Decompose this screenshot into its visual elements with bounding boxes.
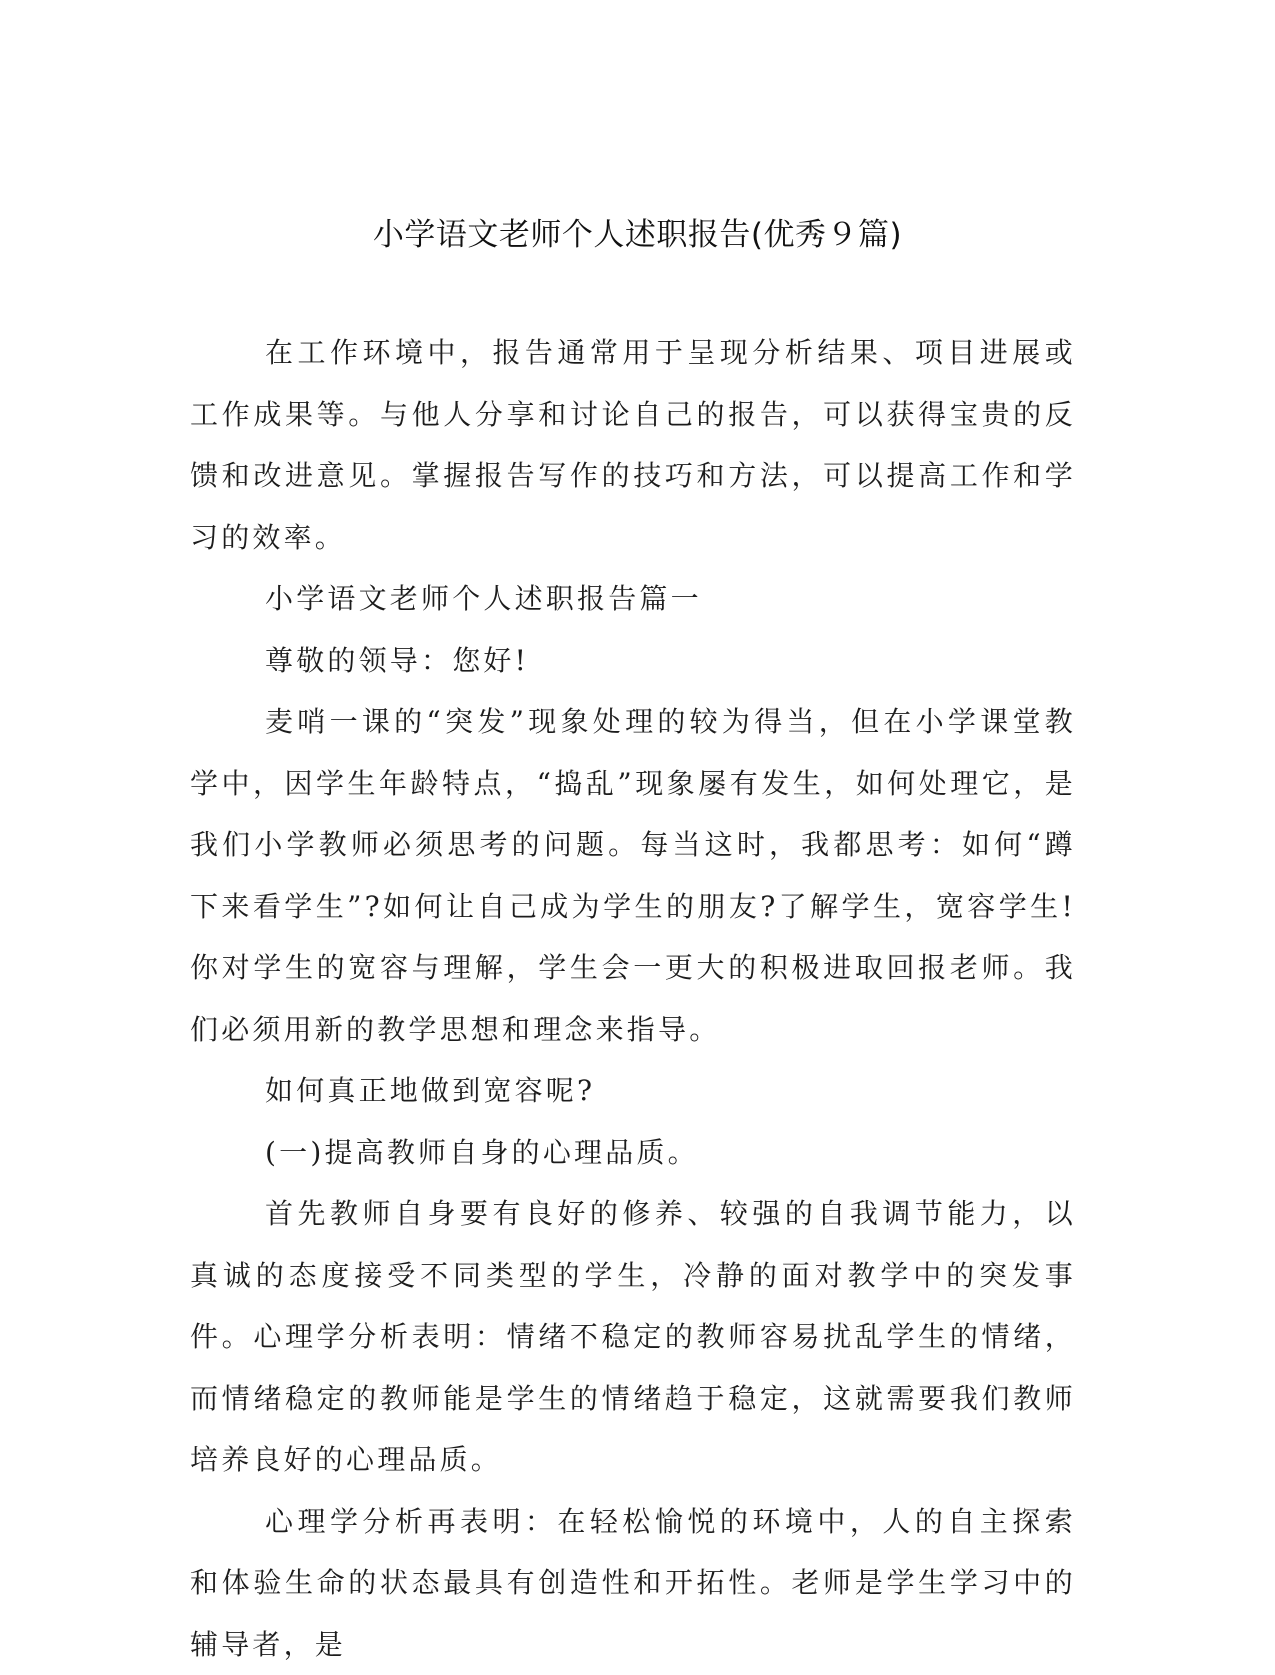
document-title: 小学语文老师个人述职报告(优秀９篇) <box>0 213 1275 257</box>
question-line: 如何真正地做到宽容呢? <box>190 1060 1076 1122</box>
subheading: (一)提高教师自身的心理品质。 <box>190 1122 1076 1184</box>
salutation: 尊敬的领导：您好! <box>190 630 1076 692</box>
intro-paragraph: 在工作环境中，报告通常用于呈现分析结果、项目进展或工作成果等。与他人分享和讨论自己的报告，可以获得宝贵的反馈和改进意见。掌握报告写作的技巧和方法，可以提高工作和学习的效率。 <box>190 322 1076 568</box>
body-paragraph: 心理学分析再表明：在轻松愉悦的环境中，人的自主探索和体验生命的状态最具有创造性和开拓性。老师是学生学习中的辅导者，是 <box>190 1491 1076 1675</box>
body-paragraph: 首先教师自身要有良好的修养、较强的自我调节能力，以真诚的态度接受不同类型的学生，冷静的面对教学中的突发事件。心理学分析表明：情绪不稳定的教师容易扰乱学生的情绪，而情绪稳定的教师能是学生的情绪趋于稳定，这就需要我们教师培养良好的心理品质。 <box>190 1183 1076 1491</box>
section-heading: 小学语文老师个人述职报告篇一 <box>190 568 1076 630</box>
document-body <box>190 322 1076 1675</box>
body-paragraph: 麦哨一课的“突发”现象处理的较为得当，但在小学课堂教学中，因学生年龄特点，“捣乱”现象屡有发生，如何处理它，是我们小学教师必须思考的问题。每当这时，我都思考：如何“蹲下来看学生”?如何让自己成为学生的朋友?了解学生，宽容学生!你对学生的宽容与理解，学生会一更大的积极进取回报老师。我们必须用新的教学思想和理念来指导。 <box>190 691 1076 1060</box>
